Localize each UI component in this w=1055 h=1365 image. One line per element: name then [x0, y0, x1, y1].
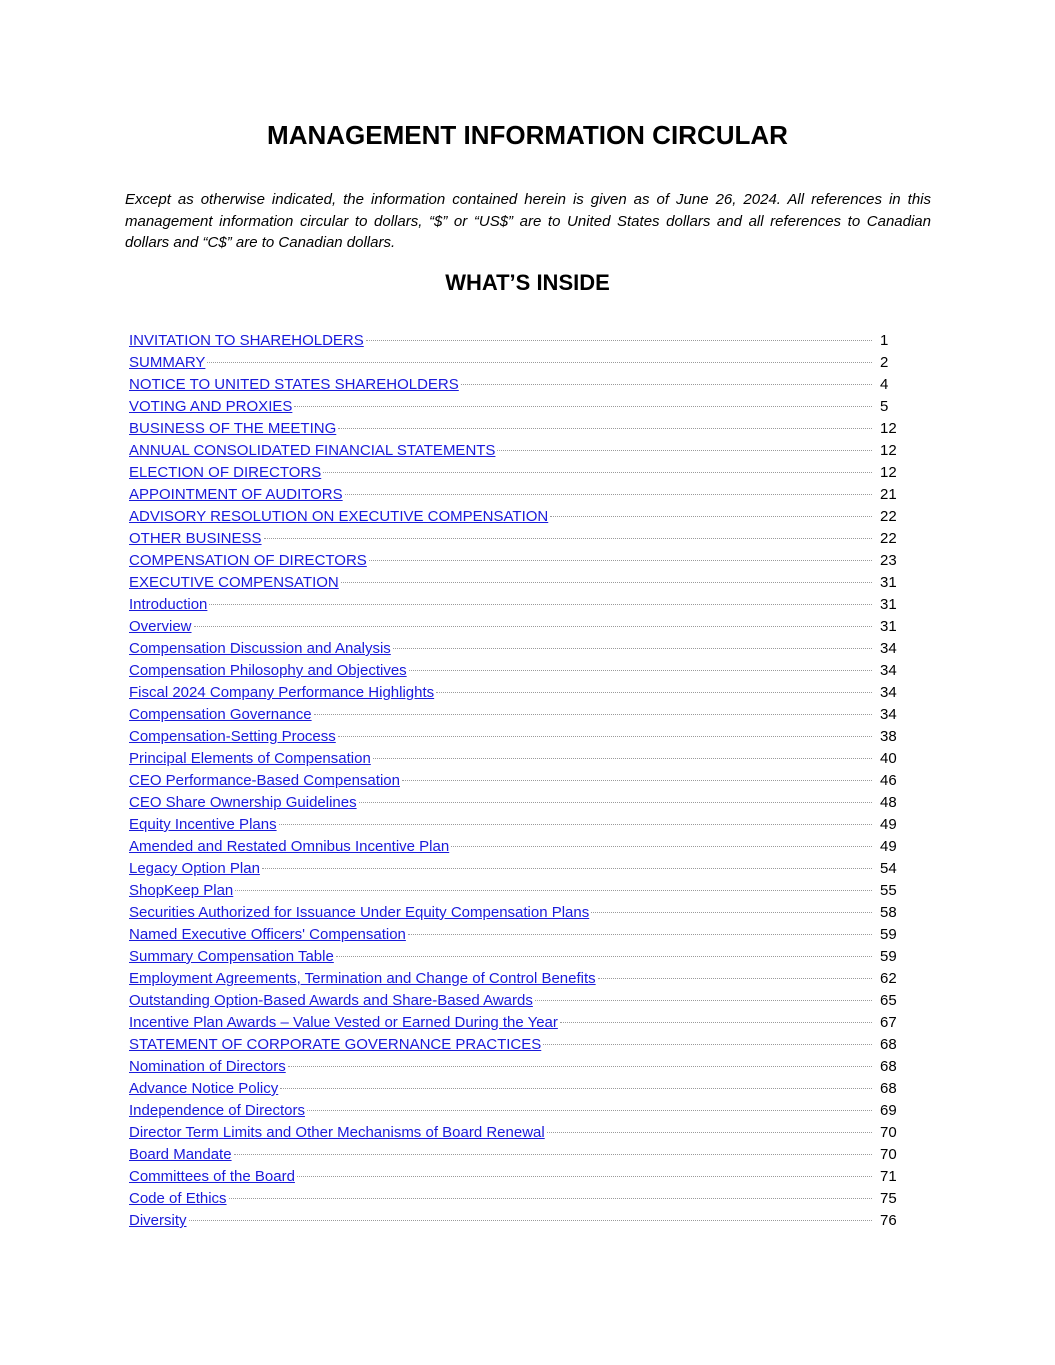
dot-leader	[598, 978, 872, 979]
toc-entry	[129, 374, 909, 396]
toc-page-number: 62	[880, 970, 897, 987]
toc-page-number: 48	[880, 794, 897, 811]
toc-entry	[129, 880, 909, 902]
toc-entry	[129, 968, 909, 990]
toc-page-number: 70	[880, 1124, 897, 1141]
dot-leader	[280, 1088, 872, 1089]
toc-page-number: 55	[880, 882, 897, 899]
toc-link[interactable]: Independence of Directors	[129, 1102, 305, 1119]
dot-leader	[497, 450, 872, 451]
dot-leader	[543, 1044, 872, 1045]
toc-entry	[129, 616, 909, 638]
toc-entry	[129, 396, 909, 418]
dot-leader	[461, 384, 872, 385]
toc-link[interactable]: Legacy Option Plan	[129, 860, 260, 877]
toc-link[interactable]: Equity Incentive Plans	[129, 816, 277, 833]
toc-link[interactable]: Employment Agreements, Termination and Change of Control Benefits	[129, 970, 596, 987]
toc-entry	[129, 1188, 909, 1210]
dot-leader	[294, 406, 872, 407]
toc-link[interactable]: Compensation Discussion and Analysis	[129, 640, 391, 657]
toc-link[interactable]: Summary Compensation Table	[129, 948, 334, 965]
toc-link[interactable]: Amended and Restated Omnibus Incentive Plan	[129, 838, 450, 855]
toc-entry	[129, 682, 909, 704]
toc-entry	[129, 924, 909, 946]
dot-leader	[345, 494, 872, 495]
table-of-contents	[129, 330, 909, 1232]
toc-link[interactable]: SUMMARY	[129, 354, 206, 371]
toc-page-number: 22	[880, 508, 897, 525]
toc-page-number: 65	[880, 992, 897, 1009]
page-title: MANAGEMENT INFORMATION CIRCULAR	[267, 120, 788, 150]
toc-entry	[129, 836, 909, 858]
toc-entry	[129, 792, 909, 814]
toc-page-number: 12	[880, 442, 897, 459]
toc-entry	[129, 1100, 909, 1122]
toc-entry	[129, 814, 909, 836]
toc-page-number: 31	[880, 596, 897, 613]
dot-leader	[359, 802, 872, 803]
toc-page-number: 34	[880, 662, 897, 679]
toc-link[interactable]: BUSINESS OF THE MEETING	[129, 420, 337, 437]
toc-page-number: 34	[880, 640, 897, 657]
toc-page-number: 49	[880, 838, 897, 855]
toc-page-number: 31	[880, 574, 897, 591]
dot-leader	[262, 868, 872, 869]
dot-leader	[307, 1110, 872, 1111]
toc-entry	[129, 1034, 909, 1056]
toc-entry	[129, 440, 909, 462]
toc-link[interactable]: CEO Share Ownership Guidelines	[129, 794, 357, 811]
toc-link[interactable]: EXECUTIVE COMPENSATION	[129, 574, 339, 591]
toc-entry	[129, 484, 909, 506]
intro-paragraph: Except as otherwise indicated, the information contained herein is given as of June 26, 2024. All references in this management information circular to dollars, “$” or “US$” are to United States dollars and all references to Canadian dollars and “C$” are to Canadian dollars.	[125, 191, 931, 251]
dot-leader	[409, 670, 872, 671]
toc-link[interactable]: Committees of the Board	[129, 1168, 295, 1185]
toc-page-number: 21	[880, 486, 897, 503]
toc-page-number: 31	[880, 618, 897, 635]
toc-page-number: 12	[880, 464, 897, 481]
dot-leader	[408, 934, 872, 935]
dot-leader	[451, 846, 872, 847]
toc-entry	[129, 660, 909, 682]
toc-link[interactable]: Named Executive Officers' Compensation	[129, 926, 406, 943]
toc-link[interactable]: Director Term Limits and Other Mechanisms of Board Renewal	[129, 1124, 545, 1141]
toc-link[interactable]: ANNUAL CONSOLIDATED FINANCIAL STATEMENTS	[129, 442, 496, 459]
toc-entry	[129, 1078, 909, 1100]
dot-leader	[209, 604, 872, 605]
dot-leader	[229, 1198, 872, 1199]
toc-entry	[129, 990, 909, 1012]
toc-page-number: 68	[880, 1080, 897, 1097]
dot-leader	[288, 1066, 872, 1067]
toc-link[interactable]: INVITATION TO SHAREHOLDERS	[129, 332, 364, 349]
toc-entry	[129, 704, 909, 726]
toc-link[interactable]: VOTING AND PROXIES	[129, 398, 293, 415]
toc-link[interactable]: Outstanding Option-Based Awards and Share-Based Awards	[129, 992, 533, 1009]
toc-entry	[129, 352, 909, 374]
toc-page-number: 49	[880, 816, 897, 833]
toc-page-number: 59	[880, 926, 897, 943]
toc-page-number: 69	[880, 1102, 897, 1119]
toc-link[interactable]: Overview	[129, 618, 192, 635]
toc-entry	[129, 1144, 909, 1166]
toc-entry	[129, 902, 909, 924]
dot-leader	[436, 692, 872, 693]
toc-page-number: 67	[880, 1014, 897, 1031]
dot-leader	[547, 1132, 872, 1133]
toc-entry	[129, 748, 909, 770]
toc-page-number: 5	[880, 398, 889, 415]
toc-entry	[129, 550, 909, 572]
dot-leader	[279, 824, 872, 825]
toc-entry	[129, 1012, 909, 1034]
toc-page-number: 23	[880, 552, 897, 569]
dot-leader	[323, 472, 872, 473]
toc-link[interactable]: Introduction	[129, 596, 208, 613]
dot-leader	[235, 890, 872, 891]
toc-page-number: 68	[880, 1058, 897, 1075]
toc-entry	[129, 330, 909, 352]
toc-page-number: 59	[880, 948, 897, 965]
dot-leader	[189, 1220, 872, 1221]
toc-page-number: 34	[880, 706, 897, 723]
dot-leader	[207, 362, 872, 363]
toc-page-number: 1	[880, 332, 889, 349]
toc-page-number: 76	[880, 1212, 897, 1229]
dot-leader	[341, 582, 872, 583]
toc-link[interactable]: Diversity	[129, 1212, 187, 1229]
toc-link[interactable]: Incentive Plan Awards – Value Vested or Earned During the Year	[129, 1014, 558, 1031]
toc-entry	[129, 572, 909, 594]
toc-entry	[129, 1166, 909, 1188]
dot-leader	[373, 758, 872, 759]
dot-leader	[338, 736, 872, 737]
toc-entry	[129, 770, 909, 792]
toc-page-number: 12	[880, 420, 897, 437]
toc-page-number: 54	[880, 860, 897, 877]
toc-link[interactable]: NOTICE TO UNITED STATES SHAREHOLDERS	[129, 376, 459, 393]
toc-page-number: 40	[880, 750, 897, 767]
toc-link[interactable]: Advance Notice Policy	[129, 1080, 279, 1097]
toc-link[interactable]: Compensation Philosophy and Objectives	[129, 662, 407, 679]
dot-leader	[336, 956, 872, 957]
toc-entry	[129, 1122, 909, 1144]
toc-link[interactable]: Securities Authorized for Issuance Under Equity Compensation Plans	[129, 904, 590, 921]
toc-link[interactable]: Compensation-Setting Process	[129, 728, 336, 745]
toc-link[interactable]: ShopKeep Plan	[129, 882, 234, 899]
toc-link[interactable]: ADVISORY RESOLUTION ON EXECUTIVE COMPENSATION	[129, 508, 549, 525]
dot-leader	[264, 538, 872, 539]
toc-link[interactable]: Principal Elements of Compensation	[129, 750, 371, 767]
toc-link[interactable]: APPOINTMENT OF AUDITORS	[129, 486, 343, 503]
toc-page-number: 71	[880, 1168, 897, 1185]
dot-leader	[369, 560, 872, 561]
dot-leader	[560, 1022, 872, 1023]
toc-link[interactable]: Compensation Governance	[129, 706, 312, 723]
toc-page-number: 58	[880, 904, 897, 921]
toc-entry	[129, 418, 909, 440]
toc-link[interactable]: CEO Performance-Based Compensation	[129, 772, 400, 789]
toc-entry	[129, 638, 909, 660]
toc-page-number: 2	[880, 354, 889, 371]
dot-leader	[366, 340, 872, 341]
dot-leader	[234, 1154, 872, 1155]
dot-leader	[194, 626, 872, 627]
toc-entry	[129, 1056, 909, 1078]
toc-page-number: 68	[880, 1036, 897, 1053]
dot-leader	[535, 1000, 872, 1001]
toc-page-number: 75	[880, 1190, 897, 1207]
toc-link[interactable]: COMPENSATION OF DIRECTORS	[129, 552, 367, 569]
dot-leader	[393, 648, 872, 649]
dot-leader	[591, 912, 872, 913]
toc-link[interactable]: OTHER BUSINESS	[129, 530, 262, 547]
toc-entry	[129, 594, 909, 616]
toc-page-number: 34	[880, 684, 897, 701]
toc-heading: WHAT’S INSIDE	[445, 270, 610, 295]
toc-link[interactable]: ELECTION OF DIRECTORS	[129, 464, 322, 481]
toc-page-number: 46	[880, 772, 897, 789]
toc-link[interactable]: Fiscal 2024 Company Performance Highlights	[129, 684, 435, 701]
toc-entry	[129, 462, 909, 484]
toc-page-number: 38	[880, 728, 897, 745]
dot-leader	[550, 516, 872, 517]
toc-page-number: 70	[880, 1146, 897, 1163]
dot-leader	[297, 1176, 872, 1177]
toc-link[interactable]: Nomination of Directors	[129, 1058, 286, 1075]
toc-entry	[129, 1210, 909, 1232]
dot-leader	[402, 780, 872, 781]
toc-page-number: 22	[880, 530, 897, 547]
toc-link[interactable]: Board Mandate	[129, 1146, 232, 1163]
toc-link[interactable]: Code of Ethics	[129, 1190, 227, 1207]
toc-entry	[129, 858, 909, 880]
toc-entry	[129, 528, 909, 550]
toc-entry	[129, 726, 909, 748]
toc-link[interactable]: STATEMENT OF CORPORATE GOVERNANCE PRACTICES	[129, 1036, 542, 1053]
toc-entry	[129, 506, 909, 528]
toc-entry	[129, 946, 909, 968]
toc-page-number: 4	[880, 376, 889, 393]
dot-leader	[338, 428, 872, 429]
dot-leader	[314, 714, 872, 715]
